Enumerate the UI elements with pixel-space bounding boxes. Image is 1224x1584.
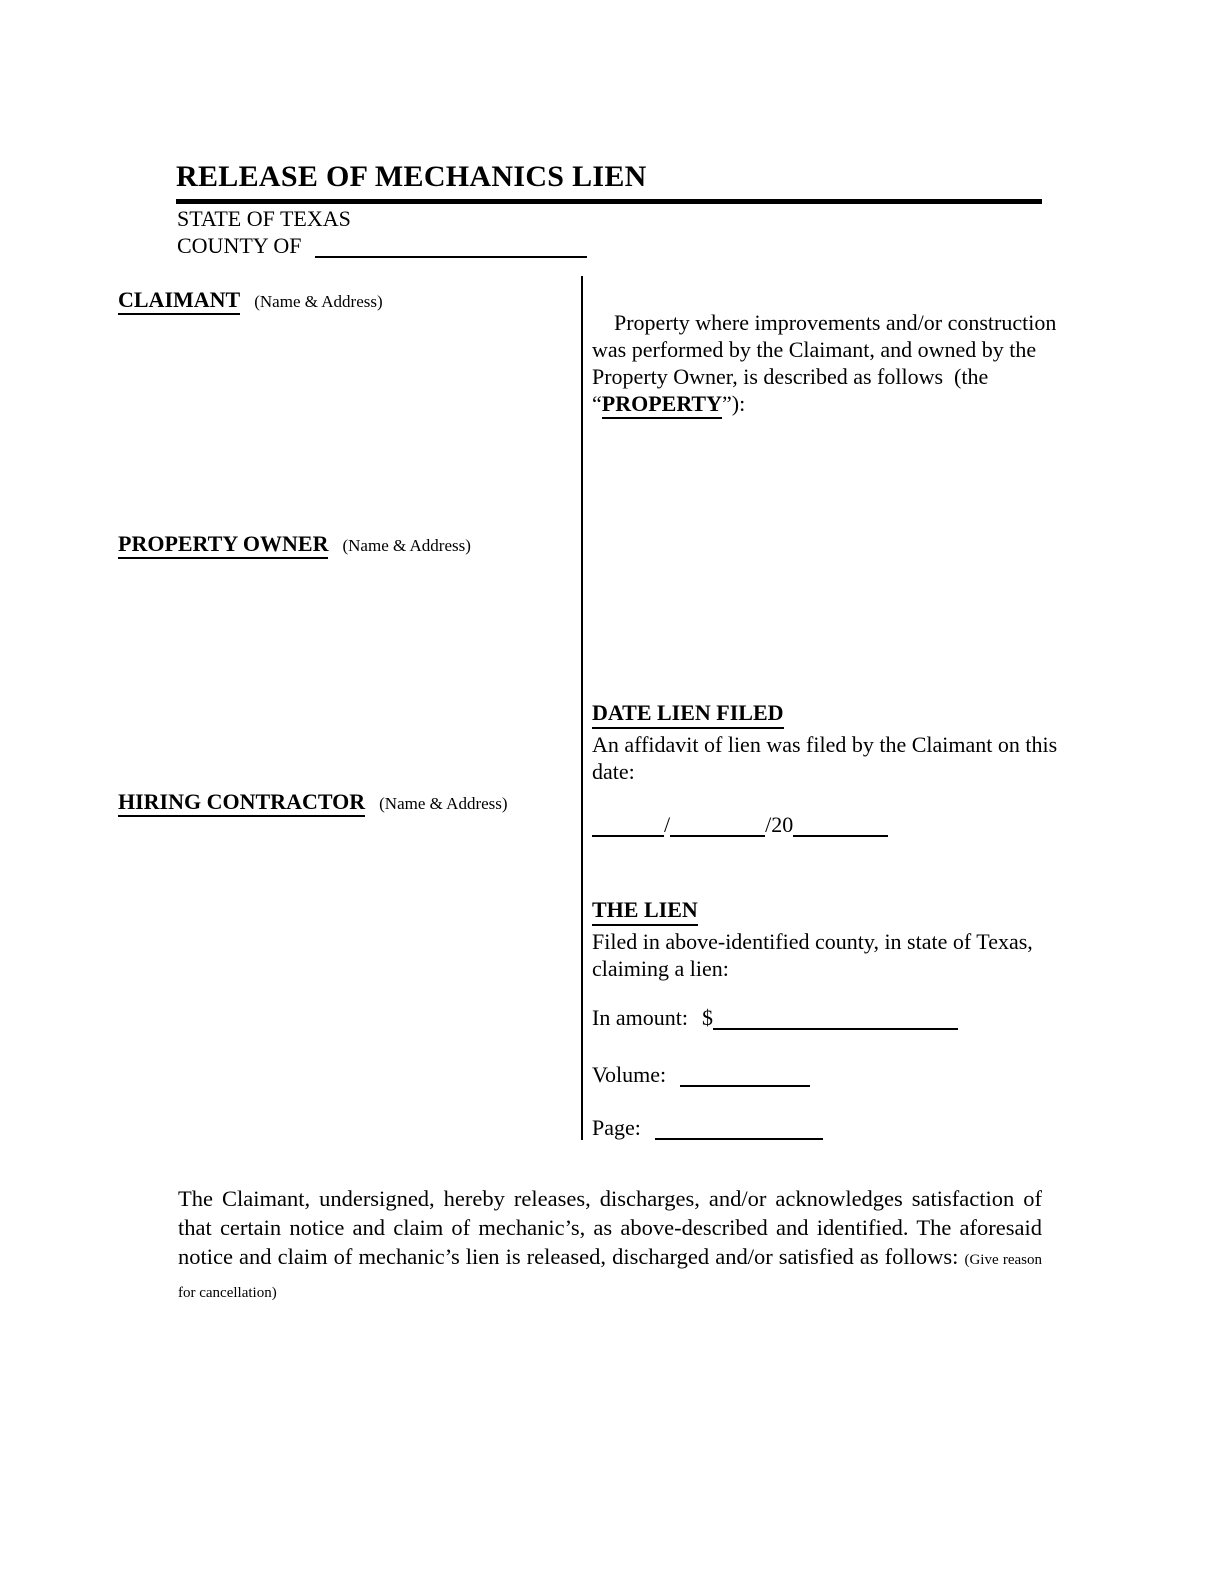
volume-label: Volume: — [592, 1062, 667, 1087]
hiring-contractor-hint: (Name & Address) — [379, 794, 508, 813]
page-title: RELEASE OF MECHANICS LIEN — [176, 160, 647, 193]
county-label: COUNTY OF — [177, 233, 302, 258]
page-input-line[interactable] — [655, 1118, 823, 1140]
volume-input-line[interactable] — [680, 1065, 810, 1087]
column-divider — [581, 276, 583, 1140]
date-day-input-line[interactable] — [670, 815, 765, 837]
property-owner-label: PROPERTY OWNER — [118, 531, 328, 559]
property-owner-section-label — [118, 531, 471, 557]
claimant-hint: (Name & Address) — [254, 292, 383, 311]
release-paragraph-hint: (Give reason for cancellation) — [178, 1252, 1042, 1301]
property-description — [592, 282, 1092, 444]
lien-date-line — [592, 812, 888, 838]
claimant-label: CLAIMANT — [118, 287, 240, 315]
property-description-suffix: ”): — [722, 391, 746, 416]
claimant-section-label — [118, 287, 383, 313]
the-lien-heading: THE LIEN — [592, 897, 698, 926]
amount-label: In amount: — [592, 1005, 688, 1030]
date-separator-2: /20 — [765, 812, 794, 837]
date-month-input-line[interactable] — [592, 815, 664, 837]
state-line: STATE OF TEXAS — [177, 206, 351, 231]
county-line — [177, 233, 587, 259]
release-paragraph-text: The Claimant, undersigned, hereby releases, discharges, and/or acknowledges satisfaction of that certain notice and claim of mechanic’s, as above-described and identified. The aforesaid notice and claim of mechanic’s lien is released, discharged and/or satisfied as follows: — [178, 1186, 1042, 1269]
page-label: Page: — [592, 1115, 641, 1140]
hiring-contractor-label: HIRING CONTRACTOR — [118, 789, 365, 817]
release-paragraph — [178, 1184, 1042, 1308]
date-separator-1: / — [664, 812, 671, 837]
the-lien-section — [592, 896, 1092, 982]
property-owner-hint: (Name & Address) — [342, 536, 471, 555]
date-year-input-line[interactable] — [793, 815, 888, 837]
property-term: PROPERTY — [602, 391, 722, 419]
title-rule — [176, 199, 1042, 204]
lien-amount-row — [592, 1005, 958, 1031]
dollar-sign: $ — [701, 1005, 713, 1030]
the-lien-body: Filed in above-identified county, in state of Texas, claiming a lien: — [592, 929, 1039, 981]
date-lien-filed-section — [592, 699, 1092, 785]
amount-input-line[interactable] — [713, 1008, 958, 1030]
date-lien-filed-heading: DATE LIEN FILED — [592, 700, 784, 729]
date-lien-filed-body: An affidavit of lien was filed by the Claimant on this date: — [592, 732, 1063, 784]
county-input-line[interactable] — [315, 236, 587, 258]
lien-page-row — [592, 1115, 823, 1141]
lien-volume-row — [592, 1062, 810, 1088]
property-description-text: Property where improvements and/or construction was performed by the Claimant, and owned by the Property Owner, is described as follows (the “ — [592, 310, 1062, 416]
hiring-contractor-section-label — [118, 789, 508, 815]
